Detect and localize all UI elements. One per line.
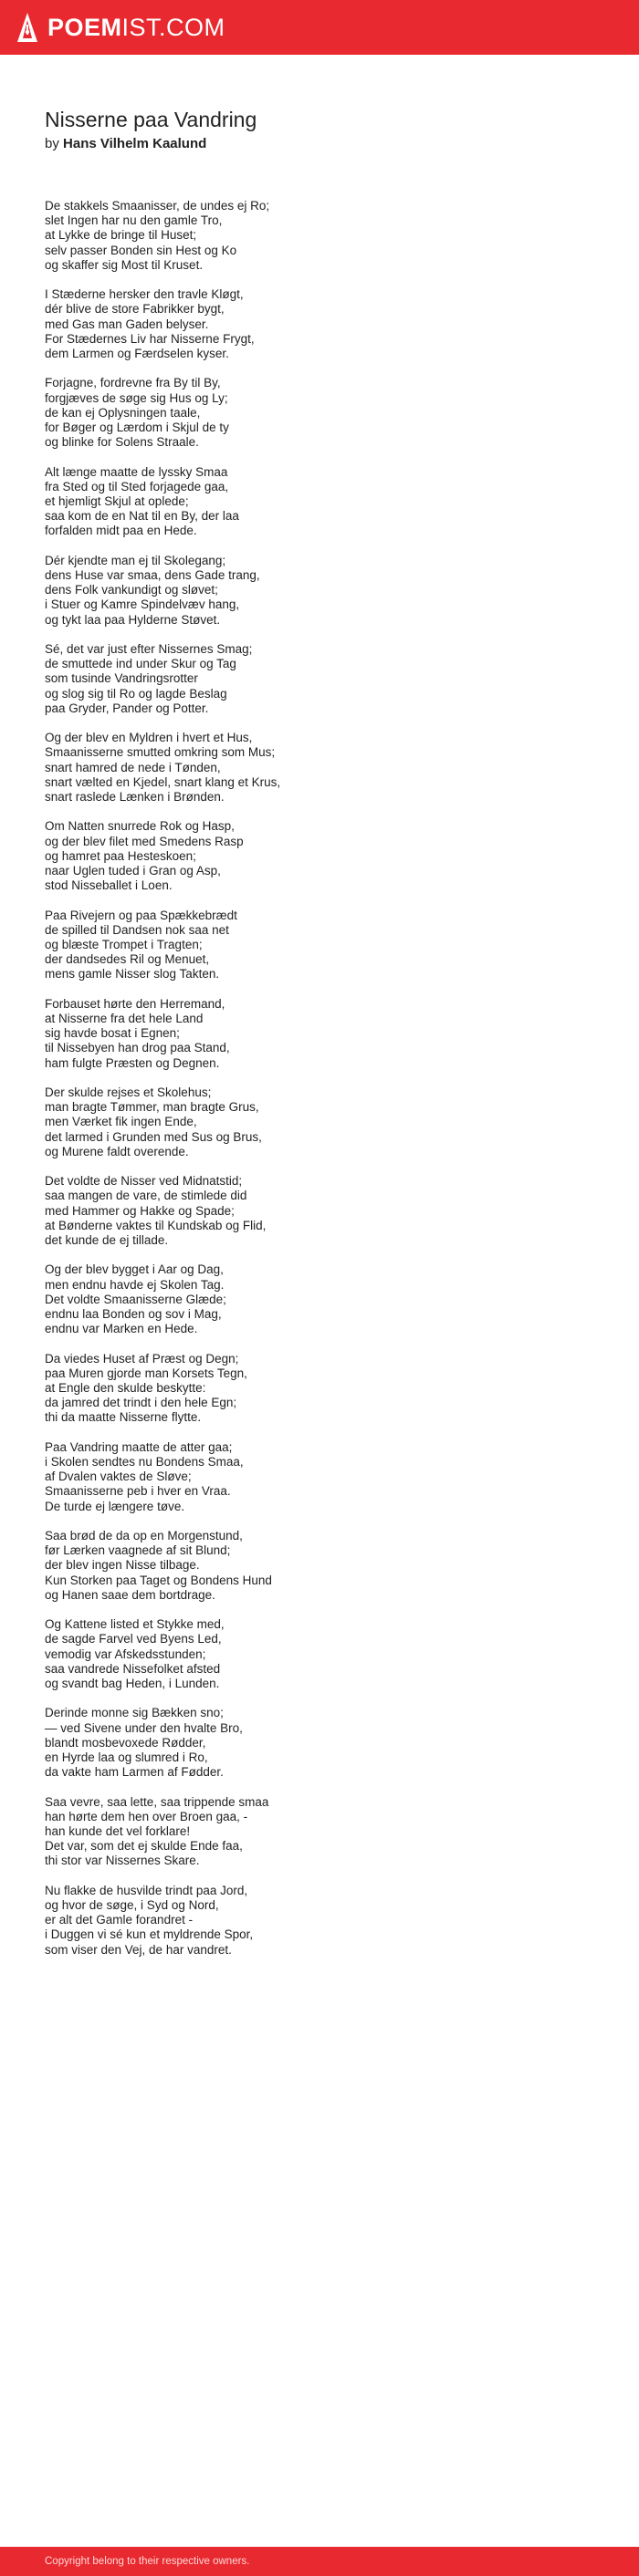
poem-line: de sagde Farvel ved Byens Led, (45, 1632, 222, 1646)
poem-line: før Lærken vaagnede af sit Blund; (45, 1543, 231, 1558)
poem-line: paa Muren gjorde man Korsets Tegn, (45, 1366, 247, 1380)
poem-line: slet Ingen har nu den gamle Tro, (45, 213, 223, 228)
poem-line: stod Nisseballet i Loen. (45, 878, 173, 893)
poem-line: Og der blev en Myldren i hvert et Hus, (45, 731, 253, 745)
poem-line: naar Uglen tuded i Gran og Asp, (45, 864, 221, 878)
poem-line: Og der blev bygget i Aar og Dag, (45, 1262, 224, 1277)
poem-line: Og Kattene listed et Stykke med, (45, 1617, 225, 1632)
poem-line: blandt mosbevoxede Rødder, (45, 1735, 206, 1750)
poem-line: Smaanisserne peb i hver en Vraa. (45, 1484, 231, 1499)
poem-stanza (45, 1085, 611, 1159)
poem-line: endnu laa Bonden og sov i Mag, (45, 1307, 222, 1322)
poem-line: endnu var Marken en Hede. (45, 1322, 198, 1336)
poem-line: og der blev filet med Smedens Rasp (45, 834, 244, 848)
poem-stanza (45, 554, 611, 628)
poem-body (45, 199, 611, 1972)
poem-line: som tusinde Vandringsrotter (45, 671, 198, 686)
poem-stanza (45, 1884, 611, 1958)
poem-line: I Stæderne hersker den travle Kløgt, (45, 287, 244, 302)
poem-stanza (45, 1352, 611, 1426)
poem-line: Paa Rivejern og paa Spækkebrædt (45, 908, 237, 922)
poem-line: Om Natten snurrede Rok og Hasp, (45, 819, 235, 834)
site-logo-link[interactable] (16, 0, 225, 55)
poem-stanza (45, 819, 611, 893)
poem-line: han hørte dem hen over Broen gaa, - (45, 1809, 248, 1823)
poem-line: Kun Storken paa Taget og Bondens Hund (45, 1573, 272, 1587)
poem-line: af Dvalen vaktes de Sløve; (45, 1470, 192, 1484)
poem-line: Saa vevre, saa lette, saa trippende smaa (45, 1794, 269, 1809)
poem-line: er alt det Gamle forandret - (45, 1913, 194, 1927)
poem-line: De turde ej længere tøve. (45, 1499, 185, 1513)
poem-line: i Stuer og Kamre Spindelvæv hang, (45, 597, 240, 612)
poem-line: snart hamred de nede i Tønden, (45, 760, 221, 774)
poem-line: de kan ej Oplysningen taale, (45, 405, 201, 420)
poem-line: vemodig var Afskedsstunden; (45, 1646, 206, 1661)
poem-line: Smaanisserne smutted omkring som Mus; (45, 745, 276, 760)
poem-stanza (45, 1174, 611, 1248)
poem-line: og hvor de søge, i Syd og Nord, (45, 1898, 219, 1913)
poem-line: thi da maatte Nisserne flytte. (45, 1410, 202, 1425)
poem-line: at Bønderne vaktes til Kundskab og Flid, (45, 1218, 267, 1232)
site-footer (0, 2547, 639, 2576)
poem-stanza (45, 642, 611, 716)
poem-line: han kunde det vel forklare! (45, 1824, 191, 1839)
byline-prefix: by (45, 136, 59, 151)
site-header (0, 0, 639, 55)
poem-line: de smuttede ind under Skur og Tag (45, 657, 236, 671)
poem-line: saa vandrede Nissefolket afsted (45, 1661, 221, 1676)
logo-bold-text: POEM (47, 13, 122, 41)
poem-line: men Værket fik ingen Ende, (45, 1115, 197, 1129)
poem-line: Dér kjendte man ej til Skolegang; (45, 553, 226, 567)
poem-stanza (45, 465, 611, 539)
poem-line: saa kom de en Nat til en By, der laa (45, 509, 239, 524)
pen-nib-icon (16, 12, 38, 43)
poem-line: Det voldte de Nisser ved Midnatstid; (45, 1174, 243, 1189)
poem-line: paa Gryder, Pander og Potter. (45, 701, 209, 715)
poem-stanza (45, 1706, 611, 1780)
poem-line: en Hyrde laa og slumred i Ro, (45, 1750, 208, 1765)
poem-line: forfalden midt paa en Hede. (45, 524, 197, 538)
poem-line: For Stædernes Liv har Nisserne Frygt, (45, 331, 255, 346)
poem-line: Der skulde rejses et Skolehus; (45, 1085, 212, 1100)
poem-stanza (45, 1262, 611, 1336)
poem-line: dér blive de store Fabrikker bygt, (45, 302, 225, 317)
poem-stanza (45, 909, 611, 982)
poem-stanza (45, 997, 611, 1071)
poem-line: dem Larmen og Færdselen kyser. (45, 347, 229, 361)
poem-stanza (45, 1795, 611, 1869)
poem-line: og Hanen saae dem bortdrage. (45, 1587, 215, 1602)
poem-line: og slog sig til Ro og lagde Beslag (45, 686, 227, 701)
poem-line: og blæste Trompet i Tragten; (45, 938, 203, 952)
poem-line: Paa Vandring maatte de atter gaa; (45, 1439, 233, 1454)
poem-line: og svandt bag Heden, i Lunden. (45, 1677, 220, 1691)
poem-line: i Skolen sendtes nu Bondens Smaa, (45, 1455, 244, 1470)
poem-line: snart raslede Lænken i Brønden. (45, 790, 225, 805)
poem-line: Alt længe maatte de lyssky Smaa (45, 464, 228, 479)
poem-line: da vakte ham Larmen af Fødder. (45, 1765, 224, 1780)
poem-line: dens Folk vankundigt og sløvet; (45, 583, 218, 597)
poem-line: for Bøger og Lærdom i Skjul de ty (45, 421, 229, 435)
poem-line: som viser den Vej, de har vandret. (45, 1942, 232, 1957)
poem-line: selv passer Bonden sin Hest og Ko (45, 243, 237, 257)
poem-line: og hamret paa Hesteskoen; (45, 848, 196, 863)
poem-line: der blev ingen Nisse tilbage. (45, 1558, 200, 1573)
poem-line: Det var, som det ej skulde Ende faa, (45, 1839, 243, 1854)
poem-line: men endnu havde ej Skolen Tag. (45, 1277, 225, 1292)
poem-stanza (45, 376, 611, 450)
poem-line: det larmed i Grunden med Sus og Brus, (45, 1129, 262, 1144)
poem-line: thi stor var Nissernes Skare. (45, 1854, 200, 1868)
poem-line: med Gas man Gaden belyser. (45, 317, 209, 331)
poem-line: sig havde bosat i Egnen; (45, 1026, 180, 1041)
poem-line: Da viedes Huset af Præst og Degn; (45, 1351, 239, 1366)
poem-line: Sé, det var just efter Nissernes Smag; (45, 642, 253, 657)
poem-line: at Engle den skulde beskytte: (45, 1381, 206, 1396)
poem-line: med Hammer og Hakke og Spade; (45, 1203, 235, 1218)
poem-line: det kunde de ej tillade. (45, 1233, 169, 1248)
poem-line: og skaffer sig Most til Kruset. (45, 257, 204, 272)
poem-line: dens Huse var smaa, dens Gade trang, (45, 568, 260, 583)
poem-line: Det voldte Smaanisserne Glæde; (45, 1292, 226, 1306)
poem-line: snart vælted en Kjedel, snart klang et Krus, (45, 774, 281, 789)
poem-line: ham fulgte Præsten og Degnen. (45, 1055, 220, 1070)
poem-title: Nisserne paa Vandring (45, 108, 257, 131)
poem-line: i Duggen vi sé kun et myldrende Spor, (45, 1927, 254, 1942)
poem-line: Derinde monne sig Bækken sno; (45, 1706, 224, 1720)
logo-light-text: IST.COM (121, 13, 225, 41)
poem-line: at Lykke de bringe til Huset; (45, 228, 197, 243)
poem-line: og blinke for Solens Straale. (45, 435, 199, 450)
poem-stanza (45, 199, 611, 273)
author-link[interactable]: Hans Vilhelm Kaalund (63, 136, 207, 151)
poem-line: fra Sted og til Sted forjagede gaa, (45, 479, 229, 493)
poem-stanza (45, 1617, 611, 1691)
poem-stanza (45, 287, 611, 361)
poem-line: et hjemligt Skjul at oplede; (45, 494, 189, 509)
poem-line: der dandsedes Ril og Menuet, (45, 952, 210, 967)
footer-copyright: Copyright belong to their respective owners. (45, 2556, 250, 2567)
poem-line: forgjæves de søge sig Hus og Ly; (45, 390, 228, 405)
poem-stanza (45, 1440, 611, 1514)
poem-line: — ved Sivene under den hvalte Bro, (45, 1720, 243, 1735)
poem-line: Forbauset hørte den Herremand, (45, 996, 225, 1011)
poem-line: Saa brød de da op en Morgenstund, (45, 1529, 243, 1543)
poem-line: man bragte Tømmer, man bragte Grus, (45, 1100, 259, 1115)
poem-line: og Murene faldt overende. (45, 1144, 189, 1158)
poem-line: mens gamle Nisser slog Takten. (45, 967, 220, 982)
poem-stanza (45, 1529, 611, 1603)
poem-line: De stakkels Smaanisser, de undes ej Ro; (45, 199, 270, 213)
poem-line: at Nisserne fra det hele Land (45, 1012, 204, 1026)
poem-line: Forjagne, fordrevne fra By til By, (45, 376, 221, 390)
poem-stanza (45, 731, 611, 805)
site-logo-text (47, 13, 225, 41)
poem-line: de spilled til Dandsen nok saa net (45, 922, 229, 937)
poem-line: Nu flakke de husvilde trindt paa Jord, (45, 1883, 248, 1897)
poem-byline (45, 135, 206, 153)
poem-line: til Nissebyen han drog paa Stand, (45, 1041, 230, 1055)
poem-line: da jamred det trindt i den hele Egn; (45, 1396, 237, 1410)
poem-line: og tykt laa paa Hylderne Støvet. (45, 612, 221, 627)
poem-line: saa mangen de vare, de stimlede did (45, 1189, 247, 1203)
